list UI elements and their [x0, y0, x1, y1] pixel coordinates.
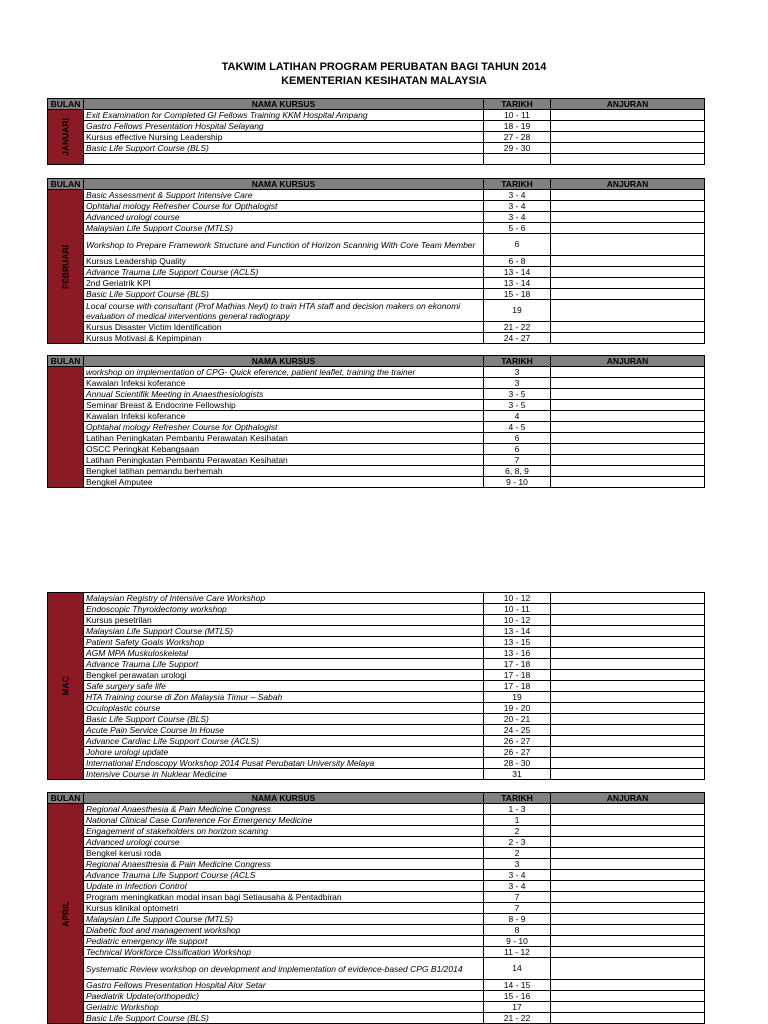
- organizer-cell: [551, 289, 705, 300]
- course-name-cell: Basic Life Support Course (BLS): [84, 143, 484, 154]
- table-row: [48, 881, 705, 892]
- date-cell: 9 - 10: [484, 936, 551, 947]
- table-row: [48, 289, 705, 300]
- date-cell: 6: [484, 433, 551, 444]
- table-row: [48, 477, 705, 488]
- date-cell: [484, 154, 551, 165]
- organizer-cell: [551, 804, 705, 815]
- course-name-cell: Malaysian Life Support Course (MTLS): [84, 914, 484, 925]
- month-label: APRIL: [60, 900, 70, 927]
- month-label: MAC: [60, 676, 70, 696]
- table-row: [48, 234, 705, 256]
- month-label-cell: [48, 367, 84, 488]
- table-row: [48, 1002, 705, 1013]
- organizer-cell: [551, 1013, 705, 1024]
- table-row: [48, 593, 705, 604]
- table-row: [48, 670, 705, 681]
- month-label-cell: [48, 110, 84, 165]
- date-cell: 9 - 10: [484, 477, 551, 488]
- header-nama-kursus: NAMA KURSUS: [84, 179, 484, 190]
- course-name-cell: Technical Workforce Clssification Workshop: [84, 947, 484, 958]
- table-row: [48, 637, 705, 648]
- organizer-cell: [551, 725, 705, 736]
- date-cell: 2: [484, 826, 551, 837]
- header-nama-kursus: NAMA KURSUS: [84, 99, 484, 110]
- table-row: [48, 804, 705, 815]
- date-cell: 3 - 4: [484, 190, 551, 201]
- table-row: [48, 444, 705, 455]
- organizer-cell: [551, 466, 705, 477]
- date-cell: 8: [484, 925, 551, 936]
- course-name-cell: Kursus klinikal optometri: [84, 903, 484, 914]
- date-cell: 7: [484, 892, 551, 903]
- table-row: [48, 455, 705, 466]
- date-cell: 13 - 14: [484, 267, 551, 278]
- date-cell: 15 - 16: [484, 991, 551, 1002]
- course-name-cell: Update in Infection Control: [84, 881, 484, 892]
- organizer-cell: [551, 826, 705, 837]
- date-cell: 6 - 8: [484, 256, 551, 267]
- organizer-cell: [551, 234, 705, 256]
- course-name-cell: Basic Life Support Course (BLS): [84, 289, 484, 300]
- course-name-cell: Safe surgery safe life: [84, 681, 484, 692]
- course-name-cell: Malaysian Life Support Course (MTLS): [84, 626, 484, 637]
- course-name-cell: Bengkel perawatan urologi: [84, 670, 484, 681]
- date-cell: 19: [484, 300, 551, 322]
- course-name-cell: Bengkel kerusi roda: [84, 848, 484, 859]
- date-cell: 6: [484, 444, 551, 455]
- header-tarikh: TARIKH: [484, 356, 551, 367]
- organizer-cell: [551, 378, 705, 389]
- course-name-cell: Basic Life Support Course (BLS): [84, 714, 484, 725]
- date-cell: 21 - 22: [484, 1013, 551, 1024]
- date-cell: 17 - 18: [484, 681, 551, 692]
- month-table: [47, 792, 705, 1024]
- table-row: [48, 736, 705, 747]
- organizer-cell: [551, 681, 705, 692]
- date-cell: 14: [484, 958, 551, 980]
- course-name-cell: Gastro Fellows Presentation Hospital Alor Setar: [84, 980, 484, 991]
- header-tarikh: TARIKH: [484, 99, 551, 110]
- table-row: [48, 681, 705, 692]
- organizer-cell: [551, 947, 705, 958]
- organizer-cell: [551, 400, 705, 411]
- month-label: JANUARI: [60, 118, 70, 156]
- header-tarikh: TARIKH: [484, 179, 551, 190]
- date-cell: 3 - 4: [484, 870, 551, 881]
- date-cell: 15 - 18: [484, 289, 551, 300]
- organizer-cell: [551, 154, 705, 165]
- organizer-cell: [551, 758, 705, 769]
- table-row: [48, 936, 705, 947]
- date-cell: 3: [484, 378, 551, 389]
- organizer-cell: [551, 736, 705, 747]
- course-name-cell: Advance Cardiac Life Support Course (ACLS): [84, 736, 484, 747]
- table-row: [48, 267, 705, 278]
- course-name-cell: Kawalan Infeksi koferance: [84, 411, 484, 422]
- table-row: [48, 411, 705, 422]
- table-row: [48, 367, 705, 378]
- table-row: [48, 947, 705, 958]
- table-row: [48, 400, 705, 411]
- table-row: [48, 914, 705, 925]
- date-cell: 7: [484, 455, 551, 466]
- date-cell: 10 - 11: [484, 110, 551, 121]
- course-name-cell: Latihan Peningkatan Pembantu Perawatan Kesihatan: [84, 433, 484, 444]
- course-name-cell: Malaysian Registry of Intensive Care Workshop: [84, 593, 484, 604]
- course-name-cell: Regional Anaesthesia & Pain Medicine Congress: [84, 804, 484, 815]
- organizer-cell: [551, 815, 705, 826]
- date-cell: 20 - 21: [484, 714, 551, 725]
- table-row: [48, 758, 705, 769]
- table-header-row: [48, 179, 705, 190]
- course-name-cell: Advance Trauma Life Support Course (ACLS): [84, 267, 484, 278]
- course-name-cell: Advance Trauma Life Support Course (ACLS: [84, 870, 484, 881]
- course-name-cell: Patient Safety Goals Workshop: [84, 637, 484, 648]
- organizer-cell: [551, 121, 705, 132]
- date-cell: 28 - 30: [484, 758, 551, 769]
- table-header-row: [48, 356, 705, 367]
- header-tarikh: TARIKH: [484, 793, 551, 804]
- header-bulan: BULAN: [48, 356, 84, 367]
- date-cell: 19: [484, 692, 551, 703]
- table-row: [48, 848, 705, 859]
- table-row: [48, 837, 705, 848]
- organizer-cell: [551, 267, 705, 278]
- table-row: [48, 143, 705, 154]
- table-row: [48, 925, 705, 936]
- table-row: [48, 991, 705, 1002]
- organizer-cell: [551, 670, 705, 681]
- course-name-cell: Basic Life Support Course (BLS): [84, 1013, 484, 1024]
- date-cell: 3 - 5: [484, 389, 551, 400]
- course-name-cell: Bengkel Amputee: [84, 477, 484, 488]
- table-header-row: [48, 793, 705, 804]
- course-name-cell: Johore urologi update: [84, 747, 484, 758]
- table-row: [48, 322, 705, 333]
- header-nama-kursus: NAMA KURSUS: [84, 793, 484, 804]
- course-name-cell: International Endoscopy Workshop 2014 Pusat Perubatan University Melaya: [84, 758, 484, 769]
- organizer-cell: [551, 958, 705, 980]
- table-row: [48, 958, 705, 980]
- course-name-cell: Seminar Breast & Endocrine Fellowship: [84, 400, 484, 411]
- table-row: [48, 826, 705, 837]
- table-row: [48, 892, 705, 903]
- organizer-cell: [551, 848, 705, 859]
- organizer-cell: [551, 367, 705, 378]
- date-cell: 6: [484, 234, 551, 256]
- date-cell: 1 - 3: [484, 804, 551, 815]
- organizer-cell: [551, 769, 705, 780]
- course-name-cell: Advanced urologi course: [84, 837, 484, 848]
- course-name-cell: Regional Anaesthesia & Pain Medicine Congress: [84, 859, 484, 870]
- date-cell: 26 - 27: [484, 736, 551, 747]
- date-cell: 7: [484, 903, 551, 914]
- course-name-cell: Kursus pesetrilan: [84, 615, 484, 626]
- organizer-cell: [551, 881, 705, 892]
- header-anjuran: ANJURAN: [551, 99, 705, 110]
- table-row: [48, 626, 705, 637]
- course-name-cell: Engagement of stakeholders on horizon scaning: [84, 826, 484, 837]
- organizer-cell: [551, 300, 705, 322]
- table-row: [48, 300, 705, 322]
- organizer-cell: [551, 422, 705, 433]
- table-row: [48, 110, 705, 121]
- table-row: [48, 389, 705, 400]
- organizer-cell: [551, 714, 705, 725]
- course-name-cell: Paediatrik Update(orthopedic): [84, 991, 484, 1002]
- organizer-cell: [551, 659, 705, 670]
- organizer-cell: [551, 903, 705, 914]
- date-cell: 5 - 6: [484, 223, 551, 234]
- header-bulan: BULAN: [48, 99, 84, 110]
- date-cell: 10 - 12: [484, 593, 551, 604]
- date-cell: 17: [484, 1002, 551, 1013]
- month-table: [47, 178, 705, 344]
- date-cell: 31: [484, 769, 551, 780]
- date-cell: 1: [484, 815, 551, 826]
- month-label-cell: [48, 190, 84, 344]
- course-name-cell: Kursus Disaster Victim Identification: [84, 322, 484, 333]
- date-cell: 13 - 14: [484, 626, 551, 637]
- course-name-cell: Geriatric Workshop: [84, 1002, 484, 1013]
- table-row: [48, 815, 705, 826]
- course-name-cell: Workshop to Prepare Framework Structure and Function of Horizon Scanning With Core Team Member: [84, 234, 484, 256]
- title-line-1: TAKWIM LATIHAN PROGRAM PERUBATAN BAGI TAHUN 2014: [221, 61, 547, 73]
- course-name-cell: Advanced urologi course: [84, 212, 484, 223]
- organizer-cell: [551, 637, 705, 648]
- course-name-cell: Intensive Course in Nuklear Medicine: [84, 769, 484, 780]
- organizer-cell: [551, 278, 705, 289]
- organizer-cell: [551, 333, 705, 344]
- organizer-cell: [551, 870, 705, 881]
- table-row: [48, 201, 705, 212]
- organizer-cell: [551, 223, 705, 234]
- date-cell: 17 - 18: [484, 659, 551, 670]
- month-label-cell: [48, 593, 84, 780]
- course-name-cell: [84, 154, 484, 165]
- course-name-cell: Ophtahal mology Refresher Course for Opthalogist: [84, 201, 484, 212]
- organizer-cell: [551, 212, 705, 223]
- header-bulan: BULAN: [48, 793, 84, 804]
- course-name-cell: Exit Examination for Completed GI Fellows Training KKM Hospital Ampang: [84, 110, 484, 121]
- table-row: [48, 648, 705, 659]
- course-name-cell: Pediatric emergency life support: [84, 936, 484, 947]
- organizer-cell: [551, 859, 705, 870]
- organizer-cell: [551, 433, 705, 444]
- table-row: [48, 714, 705, 725]
- date-cell: 10 - 11: [484, 604, 551, 615]
- date-cell: 3: [484, 367, 551, 378]
- course-name-cell: OSCC Peringkat Kebangsaan: [84, 444, 484, 455]
- month-table: [47, 98, 705, 165]
- header-anjuran: ANJURAN: [551, 179, 705, 190]
- date-cell: 3 - 4: [484, 212, 551, 223]
- header-anjuran: ANJURAN: [551, 356, 705, 367]
- organizer-cell: [551, 201, 705, 212]
- table-row: [48, 378, 705, 389]
- course-name-cell: Oculoplastic course: [84, 703, 484, 714]
- course-name-cell: Gastro Fellows Presentation Hospital Selayang: [84, 121, 484, 132]
- table-row: [48, 190, 705, 201]
- organizer-cell: [551, 648, 705, 659]
- organizer-cell: [551, 837, 705, 848]
- organizer-cell: [551, 455, 705, 466]
- table-row: [48, 223, 705, 234]
- date-cell: 10 - 12: [484, 615, 551, 626]
- date-cell: 24 - 27: [484, 333, 551, 344]
- organizer-cell: [551, 692, 705, 703]
- table-row: [48, 980, 705, 991]
- organizer-cell: [551, 626, 705, 637]
- organizer-cell: [551, 190, 705, 201]
- table-row: [48, 278, 705, 289]
- table-row: [48, 256, 705, 267]
- course-name-cell: Diabetic foot and management workshop: [84, 925, 484, 936]
- course-name-cell: Systematic Review workshop on development and implementation of evidence-based CPG B1/2014: [84, 958, 484, 980]
- date-cell: 6, 8, 9: [484, 466, 551, 477]
- organizer-cell: [551, 925, 705, 936]
- table-row: [48, 725, 705, 736]
- organizer-cell: [551, 747, 705, 758]
- organizer-cell: [551, 1002, 705, 1013]
- table-row: [48, 859, 705, 870]
- table-row: [48, 692, 705, 703]
- date-cell: 4: [484, 411, 551, 422]
- document-title: [0, 60, 768, 88]
- organizer-cell: [551, 991, 705, 1002]
- organizer-cell: [551, 593, 705, 604]
- organizer-cell: [551, 892, 705, 903]
- course-name-cell: Kursus Leadership Quality: [84, 256, 484, 267]
- organizer-cell: [551, 444, 705, 455]
- table-row: [48, 121, 705, 132]
- course-name-cell: National Clinical Case Conference For Emergency Medicine: [84, 815, 484, 826]
- organizer-cell: [551, 143, 705, 154]
- month-label-cell: [48, 804, 84, 1024]
- organizer-cell: [551, 914, 705, 925]
- course-name-cell: HTA Training course di Zon Malaysia Timur – Sabah: [84, 692, 484, 703]
- month-table: [47, 592, 705, 780]
- table-row: [48, 615, 705, 626]
- organizer-cell: [551, 980, 705, 991]
- table-row: [48, 769, 705, 780]
- date-cell: 14 - 15: [484, 980, 551, 991]
- date-cell: 2 - 3: [484, 837, 551, 848]
- organizer-cell: [551, 477, 705, 488]
- date-cell: 18 - 19: [484, 121, 551, 132]
- course-name-cell: Advance Trauma Life Support: [84, 659, 484, 670]
- table-row: [48, 132, 705, 143]
- course-name-cell: Malaysian Life Support Course (MTLS): [84, 223, 484, 234]
- table-row: [48, 870, 705, 881]
- table-row: [48, 903, 705, 914]
- header-anjuran: ANJURAN: [551, 793, 705, 804]
- date-cell: 4 - 5: [484, 422, 551, 433]
- organizer-cell: [551, 411, 705, 422]
- organizer-cell: [551, 604, 705, 615]
- organizer-cell: [551, 615, 705, 626]
- table-row: [48, 747, 705, 758]
- course-name-cell: AGM MPA Muskuloskeletal: [84, 648, 484, 659]
- organizer-cell: [551, 256, 705, 267]
- course-name-cell: Local course with consultant (Prof Mathias Neyt) to train HTA staff and decision makers on ekonomi evaluation of medical interventions general radiograpy: [84, 300, 484, 322]
- date-cell: 3 - 5: [484, 400, 551, 411]
- course-name-cell: workshop on implementation of CPG- Quick eference, patient leaflet, training the trainer: [84, 367, 484, 378]
- date-cell: 3: [484, 859, 551, 870]
- course-name-cell: Kursus effective Nursing Leadership: [84, 132, 484, 143]
- table-header-row: [48, 99, 705, 110]
- table-row: [48, 433, 705, 444]
- course-name-cell: Endoscopic Thyroidectomy workshop: [84, 604, 484, 615]
- table-row: [48, 422, 705, 433]
- date-cell: 11 - 12: [484, 947, 551, 958]
- organizer-cell: [551, 703, 705, 714]
- course-name-cell: Basic Assessment & Support Intensive Care: [84, 190, 484, 201]
- course-name-cell: Ophtahal mology Refresher Course for Opthalogist: [84, 422, 484, 433]
- organizer-cell: [551, 936, 705, 947]
- date-cell: 2: [484, 848, 551, 859]
- month-table: [47, 355, 705, 488]
- table-row: [48, 212, 705, 223]
- course-name-cell: Kursus Motivasi & Kepimpinan: [84, 333, 484, 344]
- date-cell: 13 - 15: [484, 637, 551, 648]
- title-line-2: KEMENTERIAN KESIHATAN MALAYSIA: [281, 75, 487, 87]
- date-cell: 3 - 4: [484, 881, 551, 892]
- course-name-cell: Kawalan Infeksi koferance: [84, 378, 484, 389]
- date-cell: 13 - 16: [484, 648, 551, 659]
- date-cell: 21 - 22: [484, 322, 551, 333]
- month-label: FEBRUARI: [60, 244, 70, 289]
- organizer-cell: [551, 132, 705, 143]
- header-nama-kursus: NAMA KURSUS: [84, 356, 484, 367]
- table-row: [48, 604, 705, 615]
- course-name-cell: 2nd Geriatrik KPI: [84, 278, 484, 289]
- date-cell: 3 - 4: [484, 201, 551, 212]
- date-cell: 8 - 9: [484, 914, 551, 925]
- date-cell: 29 - 30: [484, 143, 551, 154]
- date-cell: 26 - 27: [484, 747, 551, 758]
- course-name-cell: Acute Pain Service Course In House: [84, 725, 484, 736]
- header-bulan: BULAN: [48, 179, 84, 190]
- course-name-cell: Latihan Peningkatan Pembantu Perawatan Kesihatan: [84, 455, 484, 466]
- table-row: [48, 659, 705, 670]
- organizer-cell: [551, 322, 705, 333]
- date-cell: 19 - 20: [484, 703, 551, 714]
- table-row: [48, 703, 705, 714]
- course-name-cell: Annual Scientifik Meeting in Anaesthesiologists: [84, 389, 484, 400]
- organizer-cell: [551, 389, 705, 400]
- date-cell: 24 - 25: [484, 725, 551, 736]
- date-cell: 13 - 14: [484, 278, 551, 289]
- table-row: [48, 154, 705, 165]
- course-name-cell: Program meningkatkan modal insan bagi Setiausaha & Pentadbiran: [84, 892, 484, 903]
- organizer-cell: [551, 110, 705, 121]
- table-row: [48, 1013, 705, 1024]
- table-row: [48, 333, 705, 344]
- course-name-cell: Bengkel latihan pemandu berhemah: [84, 466, 484, 477]
- table-row: [48, 466, 705, 477]
- date-cell: 27 - 28: [484, 132, 551, 143]
- date-cell: 17 - 18: [484, 670, 551, 681]
